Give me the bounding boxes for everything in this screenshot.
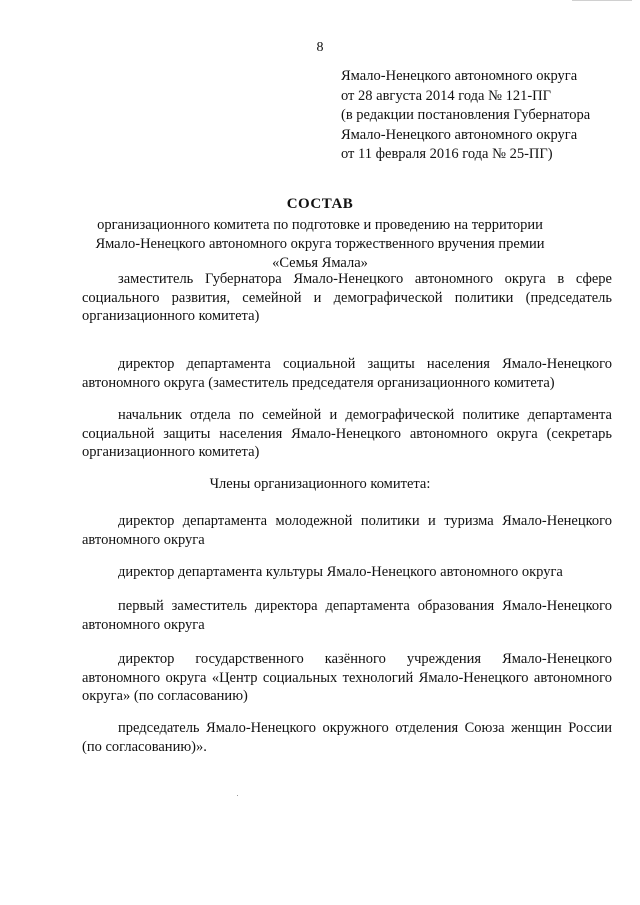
header-line: Ямало-Ненецкого автономного округа bbox=[341, 126, 578, 143]
document-subtitle bbox=[0, 216, 640, 273]
header-line: (в редакции постановления Губернатора bbox=[341, 107, 591, 123]
member-entry: директор департамента культуры Ямало-Ненецкого автономного округа bbox=[118, 564, 563, 580]
members-heading: Члены организационного комитета: bbox=[209, 476, 431, 492]
header-line: Ямало-Ненецкого автономного округа bbox=[341, 68, 578, 84]
member-entry: директор департамента молодежной политики и туризма Ямало-Ненецкого автономного округа bbox=[82, 513, 612, 548]
scan-speck bbox=[237, 795, 238, 796]
member-entry: первый заместитель директора департамента образования Ямало-Ненецкого автономного округа bbox=[82, 598, 612, 633]
header-line: от 28 августа 2014 года № 121-ПГ bbox=[341, 87, 552, 104]
member-entry: председатель Ямало-Ненецкого окружного отделения Союза женщин России (по согласованию)». bbox=[82, 720, 612, 755]
scan-edge-line bbox=[572, 0, 632, 1]
deputy-chairman-entry: директор департамента социальной защиты населения Ямало-Ненецкого автономного округа (заместитель председателя организационного комитета) bbox=[82, 356, 612, 391]
subtitle-line: организационного комитета по подготовке и проведению на территории bbox=[97, 217, 543, 233]
subtitle-line: Ямало-Ненецкого автономного округа торжественного вручения премии bbox=[95, 236, 545, 252]
chairman-entry: заместитель Губернатора Ямало-Ненецкого автономного округа в сфере социального развития, семейной и демографической политики (председатель организационного комитета) bbox=[82, 271, 612, 324]
member-entry: директор государственного казённого учреждения Ямало-Ненецкого автономного округа «Центр социальных технологий Ямало-Ненецкого автономного округа» (по согласованию) bbox=[82, 651, 612, 704]
page-number: 8 bbox=[316, 40, 324, 55]
secretary-entry: начальник отдела по семейной и демографической политике департамента социальной защиты населения Ямало-Ненецкого автономного округа (секретарь организационного комитета) bbox=[82, 407, 612, 460]
document-header bbox=[341, 67, 631, 165]
subtitle-line: «Семья Ямала» bbox=[272, 255, 368, 271]
document-title: СОСТАВ bbox=[286, 196, 354, 212]
header-line: от 11 февраля 2016 года № 25-ПГ) bbox=[341, 146, 553, 162]
